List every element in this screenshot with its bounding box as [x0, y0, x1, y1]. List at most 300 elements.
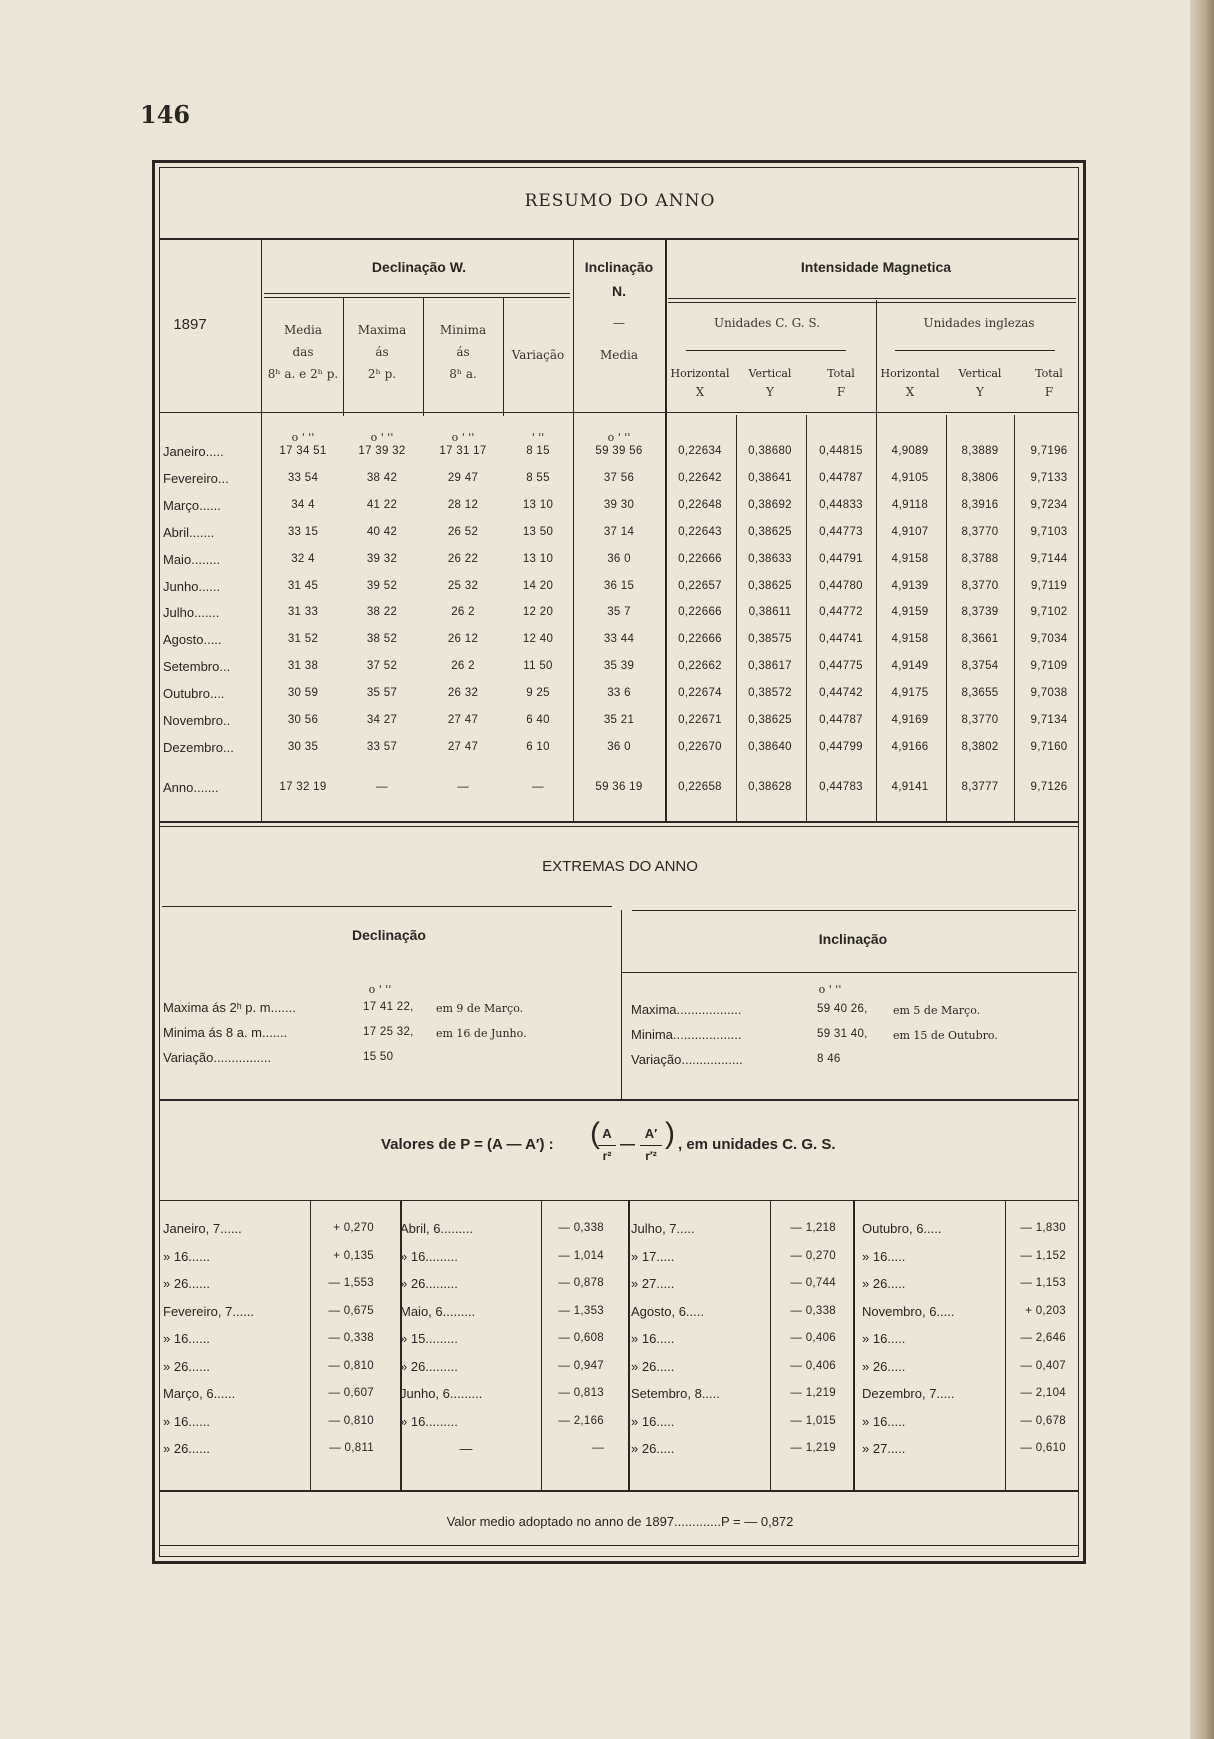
cell-cf: 0,44791	[819, 552, 863, 565]
month-label: Novembro..	[163, 713, 231, 728]
valores-label: » 16.....	[631, 1413, 675, 1429]
unidades-inglezas-header: Unidades inglezas	[923, 316, 1035, 330]
cell-cx: 0,22662	[678, 660, 722, 673]
cell-max: 38 42	[366, 471, 398, 484]
cell-iy: 8,3770	[961, 714, 999, 726]
decl-rule-1	[264, 293, 570, 294]
valores-label: Fevereiro, 7......	[163, 1303, 255, 1319]
cell-max: 34 27	[366, 714, 398, 726]
cell-min: 17 31 17	[439, 445, 487, 457]
cell-cy: 0,38617	[748, 660, 792, 673]
extremas-incl-value: 59 40 26,	[817, 1003, 868, 1015]
ingl-rule	[895, 350, 1055, 351]
vline-int-sub-0	[736, 415, 737, 821]
valores-value: — 1,553	[328, 1277, 374, 1289]
valores-value: — 1,152	[1020, 1249, 1066, 1262]
cell-var: 12 40	[522, 633, 554, 646]
cell-var: 6 40	[526, 714, 550, 726]
int-rule-1	[668, 298, 1076, 299]
formula-frac2-bar	[640, 1145, 662, 1146]
valores-label: » 27.....	[862, 1441, 906, 1456]
cell-ix: 4,9158	[891, 552, 929, 565]
sym-f-ingl: F	[1044, 385, 1054, 399]
valores-value: + 0,135	[333, 1249, 374, 1262]
col-maxima-2: ás	[375, 345, 389, 359]
valores-label: Janeiro, 7......	[163, 1221, 242, 1236]
cell-cy: 0,38575	[748, 633, 792, 646]
cell-ix: 4,9175	[891, 687, 929, 700]
vline-valores-0	[310, 1200, 311, 1490]
extremas-incl-label: Maxima..................	[631, 1002, 742, 1017]
cell-iy: 8,3916	[961, 498, 999, 511]
cell-cf: 0,44775	[819, 660, 863, 673]
extremas-inclinacao-title: Inclinação	[818, 931, 888, 947]
valores-value: + 0,203	[1025, 1304, 1066, 1317]
cell-ix: 4,9089	[891, 445, 929, 457]
cell-cy: 0,38625	[748, 579, 792, 592]
cell-min: 26 32	[447, 687, 479, 700]
valores-label: Maio, 6.........	[400, 1303, 476, 1319]
valores-value: — 0,678	[1020, 1414, 1066, 1427]
cell-media: 31 52	[287, 633, 319, 646]
cell-max: 38 52	[366, 633, 398, 646]
vline-decl-right	[573, 238, 574, 821]
cell-cx: 0,22666	[678, 552, 722, 565]
valores-label: Março, 6......	[163, 1386, 236, 1401]
valores-label: » 16.....	[862, 1248, 906, 1264]
cell-media: 17 32 19	[279, 781, 327, 793]
extremas-incl-when: em 15 de Outubro.	[893, 1029, 998, 1042]
sub-vertical-ingl: Vertical	[958, 367, 1002, 380]
cell-max: 33 57	[366, 740, 398, 753]
sym-y-cgs: Y	[766, 385, 774, 399]
cell-cy: 0,38625	[748, 525, 792, 538]
formula-prefix: Valores de P = (A — A′) :	[381, 1136, 554, 1153]
cell-iy: 8,3770	[961, 579, 999, 592]
unit-maxima: o ' ''	[370, 431, 394, 444]
cell-iy: 8,3770	[961, 525, 999, 538]
cell-max: 39 52	[366, 579, 398, 592]
valores-value: — 0,610	[1020, 1442, 1066, 1454]
sub-total-cgs: Total	[827, 367, 855, 380]
col-maxima-1: Maxima	[357, 323, 407, 337]
valores-label: » 17.....	[631, 1248, 675, 1264]
cell-ix: 4,9158	[891, 633, 929, 646]
vline-int-sub-3	[1014, 415, 1015, 821]
cell-min: 25 32	[447, 579, 479, 592]
page-edge	[1190, 0, 1214, 1739]
cell-cf: 0,44773	[819, 525, 863, 538]
extremas-decl-value: 17 25 32,	[363, 1026, 414, 1038]
valores-label: » 26.........	[400, 1276, 458, 1291]
month-label: Setembro...	[163, 659, 231, 675]
cell-media: 31 33	[287, 606, 319, 619]
header-bottom-rule	[159, 412, 1079, 413]
cell-cf: 0,44741	[819, 633, 863, 646]
cgs-rule	[686, 350, 846, 351]
valores-label: » 26.........	[400, 1358, 458, 1374]
valores-value: — 0,406	[790, 1332, 836, 1344]
cell-max: 40 42	[366, 525, 398, 538]
valores-value: — 1,219	[790, 1387, 836, 1399]
cell-inc: 37 56	[603, 471, 635, 484]
valores-label: » 26......	[163, 1276, 210, 1291]
cell-ix: 4,9118	[891, 498, 929, 511]
vline-valores-3	[628, 1200, 630, 1490]
cell-inc: 59 39 56	[595, 445, 643, 457]
valores-value: — 2,166	[558, 1414, 604, 1427]
cell-if: 9,7038	[1030, 687, 1068, 700]
cell-iy: 8,3661	[961, 633, 999, 646]
valores-label: » 26.....	[631, 1441, 675, 1456]
month-label: Anno.......	[163, 780, 219, 795]
month-label: Dezembro...	[163, 739, 234, 755]
valores-label: » 26.....	[631, 1358, 675, 1374]
cell-inc: 33 6	[607, 687, 631, 700]
extremas-decl-label: Variação................	[163, 1050, 272, 1065]
extremas-title: EXTREMAS DO ANNO	[542, 858, 698, 875]
extremas-incl-value: 59 31 40,	[817, 1028, 868, 1040]
valores-value: — 0,878	[558, 1277, 604, 1289]
cell-inc: 33 44	[603, 633, 635, 646]
resumo-bottom-rule	[159, 821, 1079, 823]
col-variacao: Variação	[511, 348, 565, 362]
extremas-decl-rule	[162, 906, 612, 907]
extremas-decl-label: Minima ás 8 a. m.......	[163, 1025, 288, 1040]
cell-inc: 35 7	[607, 606, 631, 619]
valores-label: » 16.....	[862, 1331, 906, 1346]
extremas-decl-value: 15 50	[363, 1051, 394, 1063]
cell-cf: 0,44815	[819, 445, 863, 457]
valores-value: — 0,675	[328, 1304, 374, 1317]
extremas-declinacao-title: Declinação	[352, 927, 426, 943]
cell-cy: 0,38628	[748, 781, 792, 793]
extremas-decl-label: Maxima ás 2ʰ p. m.......	[163, 1000, 296, 1015]
cell-var: 8 55	[526, 471, 550, 484]
sub-horizontal-ingl: Horizontal	[880, 367, 940, 380]
formula-frac1-den: r²	[602, 1149, 612, 1163]
cell-cf: 0,44780	[819, 579, 863, 592]
cell-media: 33 15	[287, 525, 319, 538]
cell-cy: 0,38633	[748, 552, 792, 565]
cell-media: 17 34 51	[279, 445, 327, 457]
cell-min: 28 12	[447, 498, 479, 511]
resumo-bottom-rule-thin	[159, 826, 1079, 827]
cell-cy: 0,38692	[748, 498, 792, 511]
cell-max: 38 22	[366, 606, 398, 619]
cell-iy: 8,3754	[961, 660, 999, 673]
cell-if: 9,7234	[1030, 498, 1068, 511]
unit-inclinacao: o ' ''	[607, 431, 631, 444]
cell-inc: 36 15	[603, 579, 635, 592]
valores-value: — 0,338	[790, 1304, 836, 1317]
col-minima-1: Minima	[439, 323, 487, 337]
cell-max: 39 32	[366, 552, 398, 565]
cell-if: 9,7133	[1030, 471, 1068, 484]
valores-label: » 27.....	[631, 1276, 675, 1291]
cell-max: —	[376, 781, 388, 793]
resumo-title: RESUMO DO ANNO	[524, 191, 716, 211]
cell-cx: 0,22657	[678, 579, 722, 592]
extremas-incl-value: 8 46	[817, 1053, 841, 1065]
vline-valores-6	[1005, 1200, 1006, 1490]
cell-cx: 0,22658	[678, 781, 722, 793]
valores-label: Abril, 6.........	[400, 1221, 473, 1236]
formula-frac2-den: r′²	[645, 1149, 657, 1163]
cell-ix: 4,9149	[891, 660, 929, 673]
valores-value: — 2,646	[1020, 1332, 1066, 1344]
vline-valores-4	[770, 1200, 771, 1490]
cell-var: 13 10	[522, 552, 554, 565]
valores-value: — 0,811	[329, 1442, 374, 1454]
cell-var: 13 10	[522, 498, 554, 511]
valores-value: — 0,813	[558, 1387, 604, 1399]
cell-iy: 8,3739	[961, 606, 999, 619]
formula-paren-open: (	[590, 1117, 600, 1150]
valores-value: — 1,353	[558, 1304, 604, 1317]
valores-label: Agosto, 6.....	[631, 1303, 704, 1319]
intensidade-header: Intensidade Magnetica	[800, 259, 952, 275]
cell-cf: 0,44799	[819, 740, 863, 753]
cell-var: 13 50	[522, 525, 554, 538]
declinacao-header: Declinação W.	[371, 259, 467, 275]
sub-horizontal-cgs: Horizontal	[670, 367, 730, 380]
valores-label: Junho, 6.........	[400, 1386, 483, 1401]
valores-label: Setembro, 8.....	[631, 1386, 720, 1401]
cell-max: 35 57	[366, 687, 398, 700]
vline-month	[261, 238, 262, 821]
year-label: 1897	[173, 316, 207, 333]
cell-cx: 0,22643	[678, 525, 722, 538]
cell-min: 26 12	[447, 633, 479, 646]
month-label: Abril.......	[163, 524, 215, 540]
cell-cx: 0,22674	[678, 687, 722, 700]
inclinacao-header: Inclinação	[584, 259, 654, 275]
cell-iy: 8,3777	[961, 781, 999, 793]
valores-value: — 1,219	[790, 1442, 836, 1454]
cell-min: —	[457, 781, 469, 793]
extremas-bottom-rule	[159, 1099, 1079, 1101]
extremas-decl-when: em 16 de Junho.	[436, 1027, 527, 1040]
cell-inc: 59 36 19	[595, 781, 643, 793]
footer-rule	[159, 1545, 1079, 1546]
cell-ix: 4,9141	[891, 781, 929, 793]
vline-int-sub-2	[946, 415, 947, 821]
sym-f-cgs: F	[836, 385, 846, 399]
month-label: Maio........	[163, 551, 221, 567]
valores-label: Outubro, 6.....	[862, 1221, 942, 1236]
unit-variacao: ' ''	[531, 431, 545, 444]
valores-value: — 1,015	[790, 1414, 836, 1427]
page-number: 146	[140, 100, 191, 129]
cell-media: 30 56	[287, 714, 319, 726]
col-media-3: 8ʰ a. e 2ʰ p.	[267, 367, 339, 381]
valores-value: — 2,104	[1020, 1387, 1066, 1399]
cell-if: 9,7103	[1030, 525, 1068, 538]
cell-cf: 0,44742	[819, 687, 863, 700]
extremas-decl-value: 17 41 22,	[363, 1001, 414, 1013]
cell-ix: 4,9139	[891, 579, 929, 592]
valores-value: + 0,270	[333, 1222, 374, 1234]
vline-decl-sub-0	[343, 298, 344, 416]
cell-var: 14 20	[522, 579, 554, 592]
cell-min: 26 52	[447, 525, 479, 538]
inclinacao-media: Media	[599, 348, 639, 362]
cell-ix: 4,9105	[891, 471, 929, 484]
int-rule-2	[668, 302, 1076, 303]
valores-value: — 0,338	[328, 1332, 374, 1344]
cell-var: 6 10	[526, 740, 550, 753]
cell-if: 9,7134	[1030, 714, 1068, 726]
extremas-incl-label: Variação.................	[631, 1052, 743, 1067]
cell-var: 12 20	[522, 606, 554, 619]
extremas-decl-when: em 9 de Março.	[436, 1002, 524, 1015]
cell-inc: 36 0	[607, 740, 631, 753]
cell-cy: 0,38640	[748, 740, 792, 753]
cell-ix: 4,9169	[891, 714, 929, 726]
cell-iy: 8,3802	[961, 740, 999, 753]
valores-value: — 0,407	[1020, 1359, 1066, 1372]
cell-cx: 0,22670	[678, 740, 722, 753]
cell-cf: 0,44783	[819, 781, 863, 793]
cell-inc: 39 30	[603, 498, 635, 511]
valores-label: » 26......	[163, 1358, 210, 1374]
valores-value: — 1,153	[1020, 1277, 1066, 1289]
cell-var: 11 50	[523, 660, 553, 673]
valores-value: — 0,810	[328, 1359, 374, 1372]
vline-extremas-mid	[621, 910, 622, 1099]
valores-label: » 16.....	[631, 1331, 675, 1346]
cell-var: 8 15	[526, 445, 550, 457]
extremas-incl-unit: o ' ''	[818, 983, 842, 996]
extremas-incl-when: em 5 de Março.	[893, 1004, 981, 1017]
cell-if: 9,7109	[1030, 660, 1068, 673]
valores-label: Novembro, 6.....	[862, 1303, 955, 1319]
cell-var: —	[532, 781, 544, 793]
cell-cy: 0,38611	[748, 606, 792, 619]
cell-min: 29 47	[447, 471, 479, 484]
valores-value: — 0,947	[558, 1359, 604, 1372]
valores-label: » 26......	[163, 1441, 210, 1456]
valores-label: » 16......	[163, 1248, 210, 1264]
cell-min: 26 2	[451, 660, 475, 673]
cell-cx: 0,22642	[678, 471, 722, 484]
extremas-incl-sub-rule	[622, 972, 1077, 973]
cell-media: 33 54	[287, 471, 319, 484]
cell-cf: 0,44833	[819, 498, 863, 511]
cell-inc: 36 0	[607, 552, 631, 565]
cell-media: 31 45	[287, 579, 319, 592]
month-label: Junho......	[163, 578, 221, 594]
valores-label: » 26.....	[862, 1358, 906, 1374]
valores-value: — 0,338	[558, 1222, 604, 1234]
cell-min: 26 22	[447, 552, 479, 565]
cell-media: 32 4	[291, 552, 315, 565]
valores-label: » 15.........	[400, 1331, 458, 1346]
cell-media: 30 35	[287, 740, 319, 753]
valores-label: » 16......	[163, 1413, 210, 1429]
valores-label: » 16......	[163, 1331, 210, 1346]
cell-iy: 8,3889	[961, 445, 999, 457]
valores-label: » 16.........	[400, 1248, 458, 1264]
col-minima-3: 8ʰ a.	[449, 367, 477, 381]
month-label: Março......	[163, 497, 221, 513]
sym-y-ingl: Y	[976, 385, 984, 399]
formula-minus: —	[620, 1136, 635, 1153]
valores-value: — 0,270	[790, 1249, 836, 1262]
cell-ix: 4,9166	[891, 740, 929, 753]
month-label: Agosto.....	[163, 632, 222, 648]
cell-max: 41 22	[366, 498, 398, 511]
valores-label: » 26.....	[862, 1276, 906, 1291]
cell-if: 9,7144	[1030, 552, 1068, 565]
cell-inc: 35 21	[603, 714, 635, 726]
cell-min: 27 47	[447, 740, 479, 753]
cell-cf: 0,44787	[819, 714, 863, 726]
sym-x-ingl: X	[905, 385, 915, 399]
valores-value: — 0,810	[328, 1414, 374, 1427]
cell-ix: 4,9159	[891, 606, 929, 619]
cell-iy: 8,3788	[961, 552, 999, 565]
vline-valores-2	[541, 1200, 542, 1490]
cell-cy: 0,38625	[748, 714, 792, 726]
extremas-incl-label: Minima...................	[631, 1027, 742, 1042]
cell-iy: 8,3806	[961, 471, 999, 484]
cell-iy: 8,3655	[961, 687, 999, 700]
cell-var: 9 25	[526, 687, 550, 700]
cell-cx: 0,22671	[678, 714, 722, 726]
formula-paren-close: )	[665, 1117, 675, 1150]
sym-x-cgs: X	[695, 385, 705, 399]
cell-if: 9,7160	[1030, 740, 1068, 753]
col-media-1: Media	[283, 323, 323, 337]
cell-cf: 0,44787	[819, 471, 863, 484]
unit-media: o ' ''	[291, 431, 315, 444]
unit-minima: o ' ''	[451, 431, 475, 444]
col-minima-2: ás	[456, 345, 470, 359]
sub-vertical-cgs: Vertical	[748, 367, 792, 380]
extremas-incl-rule	[632, 910, 1076, 911]
valores-value: — 1,014	[558, 1249, 604, 1262]
cell-if: 9,7034	[1030, 633, 1068, 646]
vline-decl-sub-2	[503, 298, 504, 416]
formula-frac1-num: A	[602, 1126, 612, 1141]
valores-value: — 0,608	[558, 1332, 604, 1344]
month-label: Fevereiro...	[163, 470, 229, 486]
valores-value: — 1,218	[790, 1222, 836, 1234]
cell-min: 26 2	[451, 606, 475, 619]
valores-value: — 1,830	[1020, 1222, 1066, 1234]
valores-value: —	[592, 1442, 604, 1454]
formula-frac1-bar	[598, 1145, 616, 1146]
cell-inc: 37 14	[603, 525, 635, 538]
month-label: Janeiro.....	[163, 444, 224, 459]
col-maxima-3: 2ʰ p.	[367, 367, 397, 381]
formula-suffix: , em unidades C. G. S.	[678, 1136, 836, 1153]
unidades-cgs-header: Unidades C. G. S.	[713, 316, 821, 330]
cell-if: 9,7119	[1030, 579, 1068, 592]
valores-label: Dezembro, 7.....	[862, 1386, 955, 1401]
month-label: Outubro....	[163, 686, 225, 702]
cell-max: 37 52	[366, 660, 398, 673]
valores-value: — 0,406	[790, 1359, 836, 1372]
cell-cf: 0,44772	[819, 606, 863, 619]
valores-value: — 0,607	[328, 1387, 374, 1399]
extremas-decl-unit: o ' ''	[368, 983, 392, 996]
valores-header-rule	[159, 1200, 1079, 1201]
cell-media: 30 59	[287, 687, 319, 700]
decl-rule-2	[264, 297, 570, 298]
